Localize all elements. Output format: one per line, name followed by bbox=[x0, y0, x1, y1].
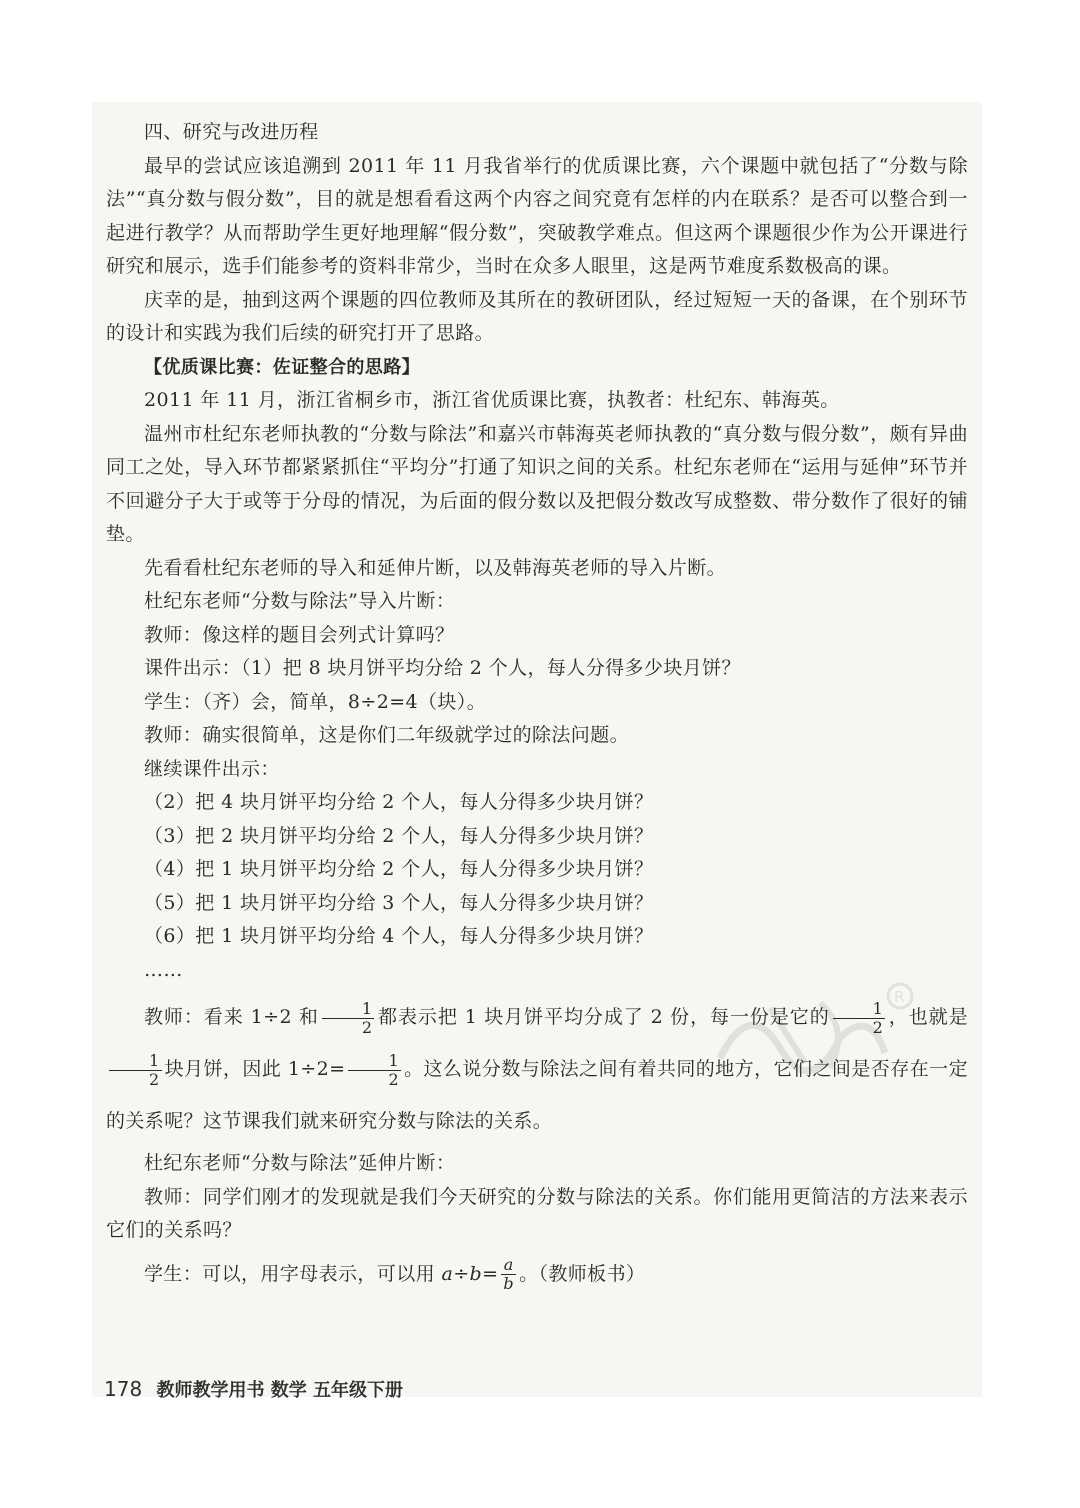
subheading: 【优质课比赛：佐证整合的思路】 bbox=[144, 356, 420, 378]
text-span: 教师：看来 1÷2 和 bbox=[144, 1006, 319, 1028]
svg-text:R: R bbox=[894, 988, 905, 1006]
student-formula-line bbox=[106, 1248, 968, 1300]
text-span: ，也就是 bbox=[888, 1006, 968, 1028]
text-span: 学生：可以，用字母表示，可以用 bbox=[144, 1262, 436, 1285]
fraction-denominator: 2 bbox=[361, 1017, 373, 1037]
teacher-fraction-paragraph bbox=[106, 991, 968, 1147]
question-item: （2）把 4 块月饼平均分给 2 个人，每人分得多少块月饼？ bbox=[144, 791, 654, 813]
dialogue-line: 课件出示：（1）把 8 块月饼平均分给 2 个人，每人分得多少块月饼？ bbox=[144, 657, 741, 679]
fraction-numerator: 1 bbox=[833, 1000, 886, 1019]
dialogue-line: 杜纪东老师“分数与除法”导入片断： bbox=[144, 590, 456, 612]
dialogue-line: 继续课件出示： bbox=[144, 757, 280, 780]
paragraph: 温州市杜纪东老师执教的“分数与除法”和嘉兴市韩海英老师执教的“真分数与假分数”，颇有异曲同工之处，导入环节都紧紧抓住“平均分”打通了知识之间的关系。杜纪东老师在“运用与延伸”环节并不回避分子大于或等于分母的情况，为后面的假分数以及把假分数改写成整数、带分数作了很好的铺垫。 bbox=[106, 422, 968, 545]
fraction-one-half bbox=[348, 1052, 401, 1089]
question-item: （5）把 1 块月饼平均分给 3 个人，每人分得多少块月饼？ bbox=[144, 891, 654, 914]
paragraph: 2011 年 11 月，浙江省桐乡市，浙江省优质课比赛，执教者：杜纪东、韩海英。 bbox=[144, 389, 840, 411]
text-span: 块 bbox=[164, 1058, 185, 1080]
fraction-one-half bbox=[322, 1000, 375, 1037]
text-span: 月饼，因此 1÷2= bbox=[184, 1058, 346, 1080]
fraction-a-over-b bbox=[501, 1256, 516, 1293]
text-span: 。（教师板书） bbox=[519, 1262, 646, 1285]
fraction-denominator: 2 bbox=[388, 1069, 400, 1089]
ellipsis: …… bbox=[144, 958, 183, 981]
page-footer bbox=[104, 1376, 403, 1402]
document-body bbox=[106, 116, 968, 1300]
fraction-one-half bbox=[833, 1000, 886, 1037]
paragraph: 庆幸的是，抽到这两个课题的四位教师及其所在的教研团队，经过短短一天的备课，在个别环节的设计和实践为我们后续的研究打开了思路。 bbox=[106, 288, 968, 344]
paragraph: 最早的尝试应该追溯到 2011 年 11 月我省举行的优质课比赛，六个课题中就包括了“分数与除法”“真分数与假分数”，目的就是想看看这两个内容之间究竟有怎样的内在联系？是否可以整合到一起进行教学？从而帮助学生更好地理解“假分数”，突破教学难点。但这两个课题很少作为公开课进行研究和展示，选手们能参考的资料非常少，当时在众多人眼里，这是两节难度系数极高的课。 bbox=[106, 154, 968, 277]
section-title: 四、研究与改进历程 bbox=[144, 121, 319, 143]
dialogue-line: 教师：确实很简单，这是你们二年级就学过的除法问题。 bbox=[144, 724, 630, 746]
fraction-numerator: a bbox=[501, 1256, 516, 1275]
page-number: 178 bbox=[104, 1377, 143, 1401]
fraction-one-half bbox=[109, 1052, 162, 1089]
fraction-numerator: 1 bbox=[348, 1052, 401, 1071]
book-title: 教师教学用书 数学 五年级下册 bbox=[156, 1380, 404, 1401]
fraction-denominator: 2 bbox=[149, 1069, 160, 1089]
dialogue-line: 杜纪东老师“分数与除法”延伸片断： bbox=[144, 1152, 456, 1174]
formula-expression: a÷b= bbox=[441, 1262, 499, 1285]
fraction-denominator: 2 bbox=[872, 1017, 884, 1037]
question-item: （4）把 1 块月饼平均分给 2 个人，每人分得多少块月饼？ bbox=[144, 858, 654, 880]
text-span: 。这么说分数与除法之间有着共同的地方，它们之间是否存在一定的关系呢？这节课我们就来研究分数与除法的关系。 bbox=[106, 1058, 968, 1132]
fraction-numerator: 1 bbox=[109, 1052, 162, 1071]
fraction-denominator: b bbox=[503, 1274, 515, 1293]
dialogue-line: 学生：（齐）会，简单，8÷2=4（块）。 bbox=[144, 690, 487, 713]
question-item: （3）把 2 块月饼平均分给 2 个人，每人分得多少块月饼？ bbox=[144, 824, 654, 847]
dialogue-line: 教师：像这样的题目会列式计算吗？ bbox=[144, 623, 455, 646]
text-span: 都表示把 1 块月饼平均分成了 2 份，每一份是它的 bbox=[377, 1006, 830, 1028]
question-item: （6）把 1 块月饼平均分给 4 个人，每人分得多少块月饼？ bbox=[144, 925, 654, 947]
fraction-numerator: 1 bbox=[322, 1000, 375, 1019]
dialogue-line: 教师：同学们刚才的发现就是我们今天研究的分数与除法的关系。你们能用更简洁的方法来表示它们的关系吗？ bbox=[106, 1185, 968, 1241]
paragraph: 先看看杜纪东老师的导入和延伸片断，以及韩海英老师的导入片断。 bbox=[144, 556, 727, 579]
